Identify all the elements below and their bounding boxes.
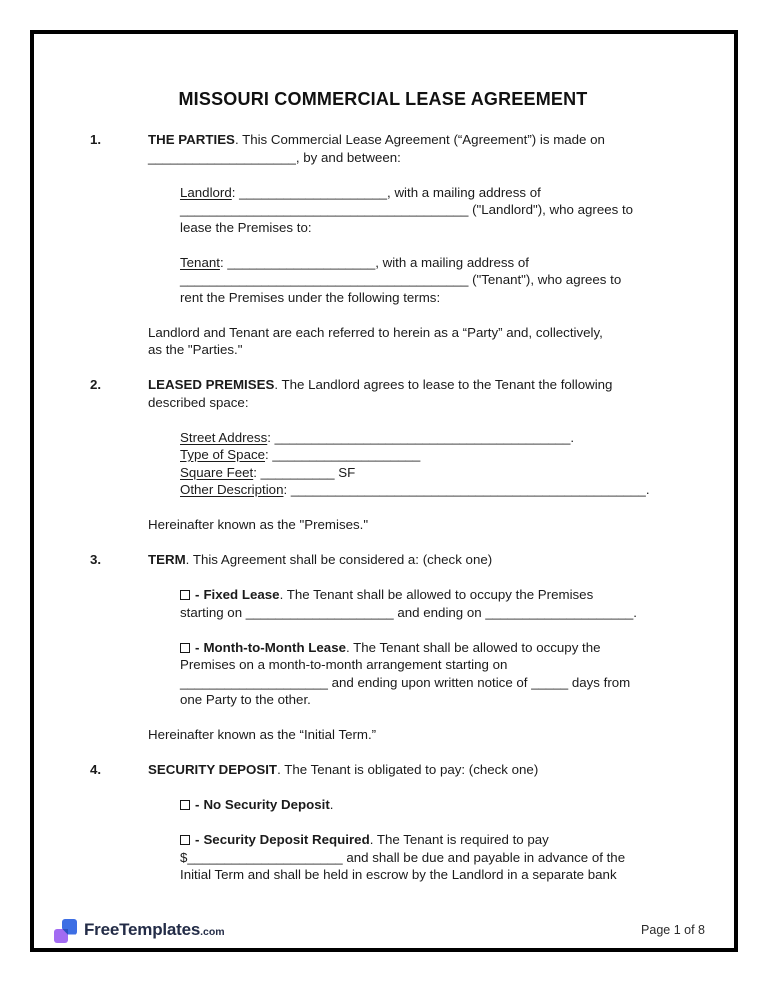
text-line [148,376,676,394]
section-term [90,551,676,761]
text-line [180,289,676,307]
text-run: . The Landlord agrees to lease to the Tenant the following [274,377,613,392]
text-run: . The Tenant is required to pay [369,832,549,847]
section-security-deposit [90,761,676,901]
no-deposit-checkbox[interactable] [180,800,190,810]
section-number: 3. [90,552,102,567]
text-run: lease the Premises to: [180,219,312,235]
text-line [180,184,676,202]
paragraph-term-outro [148,726,676,744]
dash-separator: - [195,832,200,847]
section-heading: TERM [148,552,186,567]
paragraph-parties-definition [148,324,676,359]
text-line [180,201,676,219]
type-of-space-label: Type of Space [180,447,266,462]
freetemplates-logo-icon [54,918,77,945]
section-heading: THE PARTIES [148,132,235,147]
paragraph-premises-intro [148,376,676,411]
text-line [148,516,676,534]
square-feet-label: Square Feet [180,464,254,480]
paragraph-fixed-lease-option [180,586,676,621]
street-address-label: Street Address [180,429,268,445]
text-line [180,796,676,814]
section-heading: SECURITY DEPOSIT [148,762,278,777]
section-parties [90,131,676,376]
text-run: Premises on a month-to-month arrangement starting on [180,657,508,672]
text-line [180,691,676,709]
section-number: 4. [90,762,102,777]
text-run: . This Agreement shall be considered a: (check one) [185,552,493,567]
paragraph-term-intro [148,551,676,569]
paragraph-landlord [180,184,676,237]
text-line [180,254,676,272]
text-line [148,726,676,744]
text-line [148,341,676,359]
month-to-month-label: Month-to-Month Lease [203,639,346,655]
text-run: ____________________ and ending upon written notice of _____ days from [180,674,631,690]
paragraph-tenant [180,254,676,307]
section-number: 2. [90,377,102,392]
text-line [180,271,676,289]
text-line [148,149,676,167]
fixed-lease-checkbox[interactable] [180,590,190,600]
text-run: $_____________________ and shall be due and payable in advance of the [180,849,626,865]
other-description-field [180,481,676,499]
text-run: : ____________________ [265,447,421,462]
document-title: MISSOURI COMMERCIAL LEASE AGREEMENT [178,89,588,109]
text-line [180,219,676,237]
dash-separator: - [195,587,200,602]
text-run: . This Commercial Lease Agreement (“Agreement”) is made on [234,132,605,147]
document-content [90,88,676,901]
page-footer [54,911,705,951]
paragraph-premises-fields [180,429,676,499]
text-line [180,849,676,867]
text-run: Hereinafter known as the “Initial Term.” [148,727,377,742]
text-run: rent the Premises under the following terms: [180,289,441,305]
paragraph-deposit-required-option [180,831,676,884]
text-run: : __________ SF [253,464,356,480]
deposit-required-checkbox[interactable] [180,835,190,845]
text-line [148,551,676,569]
month-to-month-checkbox[interactable] [180,643,190,653]
text-run: . The Tenant shall be allowed to occupy the Premises [279,587,594,602]
text-line [180,586,676,604]
street-address-field [180,429,676,447]
text-line [148,324,676,342]
deposit-required-label: Security Deposit Required [203,832,370,847]
brand-suffix: .com [200,926,225,939]
text-run: . [329,797,334,812]
brand-name: FreeTemplates [84,920,201,940]
fixed-lease-label: Fixed Lease [203,587,280,602]
text-run: Landlord and Tenant are each referred to herein as a “Party” and, collectively, [148,324,603,340]
paragraph-parties-intro [148,131,676,166]
text-run: one Party to the other. [180,692,311,707]
text-line [180,674,676,692]
paragraph-deposit-intro [148,761,676,779]
page-indicator: Page 1 of 8 [641,923,705,938]
section-heading: LEASED PREMISES [148,377,275,392]
paragraph-no-deposit-option [180,796,676,814]
text-run: _______________________________________ ("Landlord"), who agrees to [180,202,634,217]
text-run: : ____________________, with a mailing address of [219,254,529,270]
tenant-label: Tenant [180,254,220,270]
paragraph-month-to-month-option [180,639,676,709]
text-line [148,131,676,149]
dash-separator: - [195,639,200,655]
text-run: : ________________________________________________. [283,482,650,497]
paragraph-premises-outro [148,516,676,534]
text-run: : ________________________________________. [267,429,575,445]
text-line [148,394,676,412]
text-run: as the "Parties." [148,342,243,357]
text-run: Initial Term and shall be held in escrow by the Landlord in a separate bank [180,867,617,882]
brand-wordmark [84,920,225,942]
landlord-label: Landlord [180,184,232,200]
type-of-space-field [180,446,676,464]
text-run: . The Tenant shall be allowed to occupy the [345,639,601,655]
text-line [180,831,676,849]
text-line [148,761,676,779]
text-run: . The Tenant is obligated to pay: (check one) [277,762,539,777]
section-leased-premises [90,376,676,551]
text-line [180,639,676,657]
text-run: : ____________________, with a mailing address of [231,184,541,200]
other-description-label: Other Description [180,482,284,497]
section-number: 1. [90,132,102,147]
text-run: Hereinafter known as the "Premises." [148,517,369,532]
dash-separator: - [195,797,200,812]
freetemplates-logo [54,918,225,945]
text-run: _______________________________________ ("Tenant"), who agrees to [180,272,622,287]
square-feet-field [180,464,676,482]
text-run: ____________________, by and between: [148,149,401,165]
text-line [180,656,676,674]
text-run: described space: [148,394,249,410]
no-deposit-label: No Security Deposit [203,797,330,812]
text-run: starting on ____________________ and ending on ____________________. [180,604,637,620]
text-line [180,604,676,622]
text-line [180,866,676,884]
